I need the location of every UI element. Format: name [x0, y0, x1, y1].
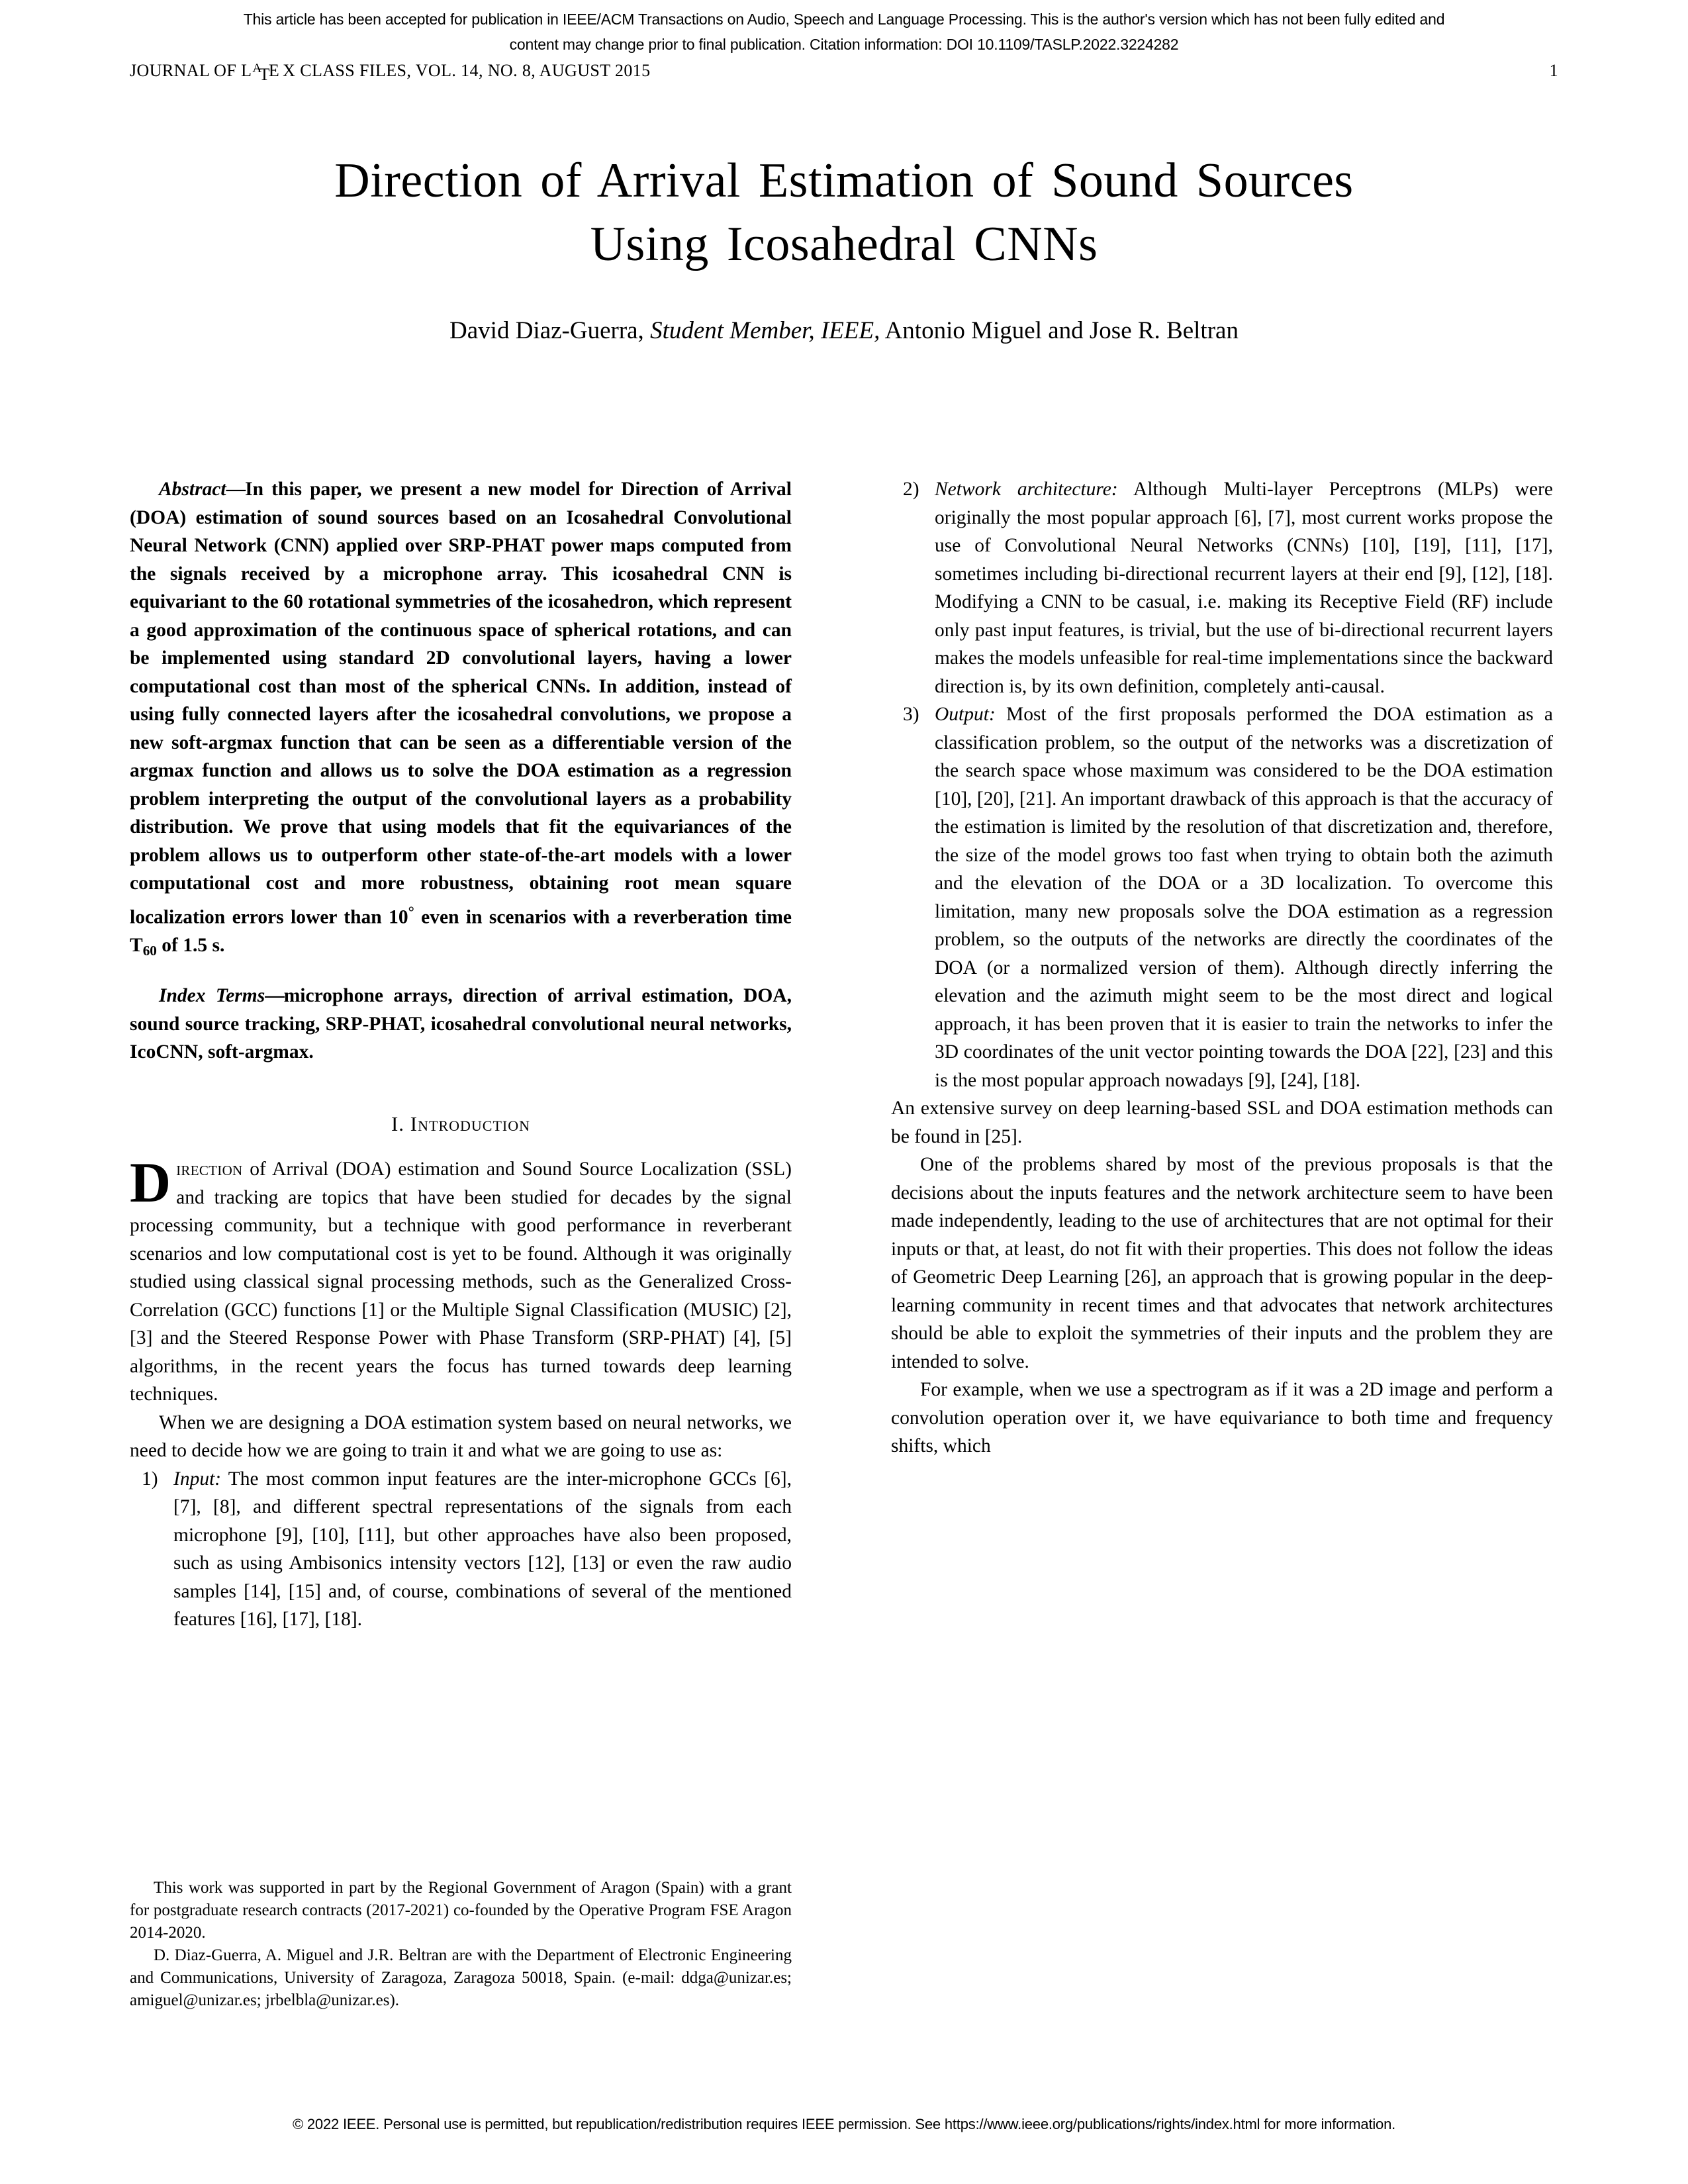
title-line-1: Direction of Arrival Estimation of Sound Sources — [334, 154, 1354, 208]
abstract-subscript: 60 — [142, 942, 157, 959]
abstract-text-after-degree: even in scenarios with a reverberation time T — [130, 906, 792, 956]
acceptance-banner-line-1: This article has been accepted for publication in IEEE/ACM Transactions on Audio, Speech and Language Processing. This is the author's version which has not been fully edited and — [243, 11, 1445, 28]
list-item-body — [173, 1465, 792, 1634]
column-left — [130, 475, 792, 1634]
intro-second-paragraph: When we are designing a DOA estimation system based on neural networks, we need to decide how we are going to train it and what we are going to use as: — [130, 1411, 792, 1462]
intro-first-paragraph — [130, 1151, 792, 1409]
abstract-text-tail: of 1.5 s. — [156, 934, 225, 956]
intro-smallcaps-run: irection — [176, 1159, 243, 1180]
drop-cap-letter: D — [130, 1151, 171, 1215]
author-part-3: Antonio Miguel and Jose R. Beltran — [880, 317, 1239, 344]
example-paragraph: For example, when we use a spectrogram as if it was a 2D image and perform a convolution operation over it, we have equivariance to both time and frequency shifts, which — [891, 1379, 1553, 1456]
running-head — [130, 61, 1558, 84]
acceptance-banner — [0, 7, 1688, 57]
author-list — [182, 316, 1506, 345]
footnote-block — [130, 1877, 792, 2012]
list-item-text: Most of the first proposals performed the DOA estimation as a classification problem, so the output of the networks was a discretization of the search space whose maximum was considered to be the DOA estimation [10], [20], [21]. An important drawback of this approach is that the accuracy of the estimation is limited by the resolution of that discretization and, therefore, the size of the model grows too fast when trying to obtain both the azimuth and the elevation of the DOA or a 3D localization. To overcome this limitation, many new proposals solve the DOA estimation as a regression problem, so the outputs of the networks are directly the coordinates of the DOA (or a normalized version of them). Although directly inferring the elevation and the azimuth might seem to be the most direct and logical approach, it has been proven that it is easier to train the networks to infer the 3D coordinates of the unit vector pointing towards the DOA [22], [23] and this is the most popular approach nowadays [9], [24], [18]. — [935, 704, 1553, 1091]
intro-first-paragraph-text: of Arrival (DOA) estimation and Sound Source Localization (SSL) and tracking are topics that have been studied for decades by the signal processing community, but a technique with good performance in reverberant scenarios and low computational cost is yet to be found. Although it was originally studied using classical signal processing methods, such as the Generalized Cross-Correlation (GCC) functions [1] or the Multiple Signal Classification (MUSIC) [2], [3] and the Steered Response Power with Phase Transform (SRP-PHAT) [4], [5] algorithms, in the recent years the focus has turned towards deep learning techniques. — [130, 1159, 792, 1405]
design-decisions-list — [891, 475, 1553, 1094]
abstract-text: In this paper, we present a new model for Direction of Arrival (DOA) estimation of sound sources based on an Icosahedral Convolutional Neural Network (CNN) applied over SRP-PHAT power maps computed from the signals received by a microphone array. This icosahedral CNN is equivariant to the 60 rotational symmetries of the icosahedron, which represent a good approximation of the continuous space of spherical rotations, and can be implemented using standard 2D convolutional layers, having a lower computational cost than most of the spherical CNNs. In addition, instead of using fully connected layers after the icosahedral convolutions, we propose a new soft-argmax function that can be seen as a differentiable version of the argmax function and allows us to solve the DOA estimation as a regression problem interpreting the output of the convolutional layers as a probability distribution. We prove that using models that fit the equivariances of the problem allows us to outperform other state-of-the-art models with a lower computational cost and more robustness, obtaining root mean square localization errors lower than 10 — [130, 479, 792, 928]
list-item-body — [935, 475, 1553, 700]
list-item-title: Input: — [173, 1468, 222, 1490]
list-item-marker: 2) — [903, 479, 919, 500]
list-item-text: Although Multi-layer Perceptrons (MLPs) were originally the most popular approach [6], [7], most current works propose the use of Convolutional Neural Networks (CNNs) [10], [19], [11], [17], sometimes including bi-directional recurrent layers at their end [9], [12], [18]. Modifying a CNN to be casual, i.e. making its Receptive Field (RF) include only past input features, is trivial, but the use of bi-directional recurrent layers makes the models unfeasible for real-time implementations since the backward direction is, by its own definition, completely anti-causal. — [935, 479, 1554, 697]
list-item-marker: 1) — [142, 1468, 158, 1490]
index-terms-dash: — — [265, 985, 284, 1007]
author-part-1: David Diaz-Guerra, — [449, 317, 651, 344]
index-terms-text: microphone arrays, direction of arrival estimation, DOA, sound source tracking, SRP-PHAT, icosahedral convolutional neural networks, IcoCNN, soft-argmax. — [130, 985, 792, 1063]
index-terms-label: Index Terms — [159, 985, 265, 1007]
list-item — [891, 700, 1553, 1094]
list-item — [891, 475, 1553, 700]
survey-paragraph: An extensive survey on deep learning-based SSL and DOA estimation methods can be found in [25]. — [891, 1098, 1553, 1147]
footnote-funding: This work was supported in part by the Regional Government of Aragon (Spain) with a grant for postgraduate research contracts (2017-2021) co-founded by the Operative Program FSE Aragon 2014-2020. — [130, 1879, 792, 1942]
abstract-label: Abstract — [159, 479, 226, 500]
column-right — [891, 475, 1553, 1460]
list-item-title: Network architecture: — [935, 479, 1118, 500]
page-title — [182, 149, 1506, 276]
footnote-affiliation: D. Diaz-Guerra, A. Miguel and J.R. Beltran are with the Department of Electronic Engineering and Communications, University of Zaragoza, Zaragoza 50018, Spain. (e-mail: ddga@unizar.es; amiguel@unizar.es; jrbelbla@unizar.es). — [130, 1946, 792, 2009]
acceptance-banner-line-2: content may change prior to final publication. Citation information: DOI 10.1109/TASLP.2022.3224282 — [509, 36, 1179, 53]
list-item-text: The most common input features are the inter-microphone GCCs [6], [7], [8], and different spectral representations of the signals from each microphone [9], [10], [11], but other approaches have also been proposed, such as using Ambisonics intensity vectors [12], [13] or even the raw audio samples [14], [15] and, of course, combinations of several of the mentioned features [16], [17], [18]. — [173, 1468, 792, 1631]
section-heading-introduction: I. Introduction — [391, 1112, 531, 1135]
list-item-marker: 3) — [903, 704, 919, 725]
running-head-suffix: CLASS FILES, VOL. 14, NO. 8, AUGUST 2015 — [295, 61, 651, 80]
abstract-dash: — — [226, 479, 246, 500]
page-footer: © 2022 IEEE. Personal use is permitted, but republication/redistribution requires IEEE permission. See https://www.ieee.org/publications/rights/index.html for more information. — [292, 2116, 1396, 2132]
abstract-paragraph — [130, 475, 792, 965]
list-item — [130, 1465, 792, 1634]
abstract-degree-symbol: ° — [408, 902, 414, 920]
list-item-body — [935, 700, 1553, 1094]
page-number: 1 — [1549, 61, 1558, 80]
index-terms-paragraph — [130, 982, 792, 1067]
latex-logo: $L^ATE$ X — [241, 61, 296, 84]
title-line-2: Using Icosahedral CNNs — [590, 217, 1098, 271]
author-membership: Student Member, IEEE, — [650, 317, 880, 344]
footnote-rule — [130, 1860, 348, 1861]
problems-paragraph: One of the problems shared by most of the previous proposals is that the decisions about the inputs features and the network architecture seem to have been made independently, leading to the use of architectures that are not optimal for their inputs or that, at least, do not fit with their properties. This does not follow the ideas of Geometric Deep Learning [26], an approach that is growing popular in the deep-learning community in recent times and that advocates that network architectures should be able to exploit the symmetries of their inputs and the problem they are intended to solve. — [891, 1154, 1553, 1372]
list-item-title: Output: — [935, 704, 996, 725]
design-decisions-list — [130, 1465, 792, 1634]
running-head-text — [130, 61, 651, 84]
running-head-prefix: JOURNAL OF — [130, 61, 242, 80]
